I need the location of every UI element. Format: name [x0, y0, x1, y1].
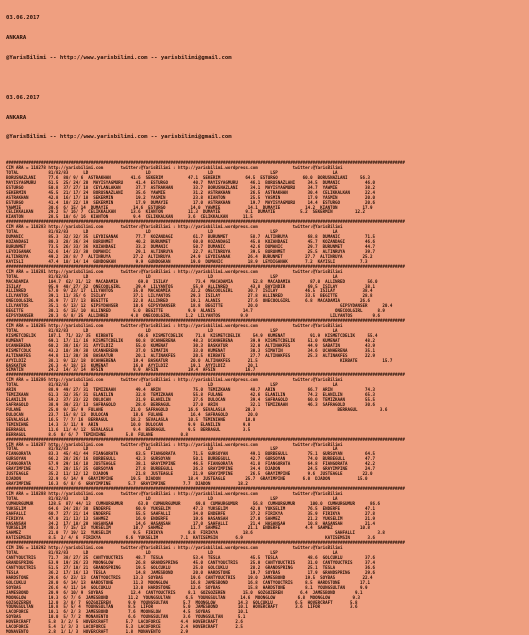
- table-row: CUMHURGUMUR 128.5 87/ 44/ 13 CUMHURGUMUR 63.0 CUMHURGUMUR 69.8 CUMHURGUMUR 56.8 CUMHURGUMUR 100.0 CUMHURGUMUR 86.6: [6, 500, 380, 506]
- table-row: LEYDIGANAK 62.6 14/ 23/ 30 DUMANIC 29.1 ALTINRUYA 22.7 ALTINRUYA 39.5 BURUNMET 25.5 ALTINRUYA 39.7: [6, 248, 375, 254]
- table-row: MONAVENTO 2.8 1/ 1/ 3 HOVERCRAFT 1.8 MONAVENTO 2.9: [6, 629, 188, 635]
- table-row: TEMINIHNE 14.3 3/ 11/ 9 ARIN 10.0 DULOCAN 9.9 ELANILIN 9.0: [6, 421, 251, 427]
- table-row: BORUSNAZLANI 77.6 80/ 9/ 6 ASTRAKHAN 41.6 SEKERIM 47.1 SEKERIM 64.5 ESTURGO 60.0 BORUSNAZLANI 56.3: [6, 174, 370, 180]
- table-row: KIANTON 28.5 10/ 6/ 16 KIANTON 9.4 CELIKKALKAN 3.6 CELIKKALKAN 11.5: [6, 214, 253, 220]
- table-row: MOONGLOW 19.3 6/ 7/ 6 JAMESBOND 11.2 YOUNGSULTAN 6.5 YOUNGSULTAN 14.6 MOONGLOW 6.8 MOONGLOW 9.3: [6, 594, 360, 600]
- separator-line: ################################################################################################################################################################: [6, 540, 405, 546]
- table-row: ESTURGO 41.4 10/ 22/ 19 SEKERMIN 17.9 DUMAYIE 17.0 ASTRAKHAN 19.7 MAYISYAGMURU 14.4 ESTURGO 20.6: [6, 199, 375, 205]
- table-row: CANTYOUCTRIS 51.5 27/ 10/ 21 GRANDSPRING 19.5 GOLCUKLU 25.0 GOLCUKLU 28.2 GRANDSPRING 25.1 TESLA 36.6: [6, 564, 375, 570]
- race-stats-table: [6, 161, 529, 635]
- table-row: YUKSELIM 64.6 24/ 28/ 30 ENDERFE 60.9 YUKSELIM 47.3 YUKSELIM 42.0 YUKSELIM 76.5 ENDERFE 47.1: [6, 505, 375, 511]
- table-row: GIPSYDANSER 20.3 6/ 8/ 25 ALLINRED 4.8 ONECOOLGIRL 1.2 LILYANTOS 9.9 LILYANTOS 9.6: [6, 313, 380, 319]
- table-row: ONECOOLGIRL 36.9 7/ 17/ 13 BEGITTE 22.8 ALLINRED 19.1 ALANIS 27.6 ONECOOLGIRL 6.8 MACADAMIA 26.6: [6, 298, 370, 304]
- table-row: SAHMEZ 21.0 7/ 19/ 12 YUKSELIM 9.5 FIRIKYA 8.8 FIRIKYA 18.6 SAHFALLI 3.8: [6, 530, 385, 536]
- table-row: ALLINRED 57.0 9/ 23/ 17 LILYANTOS 35.0 MACADAMIA 32.2 ONECOOLGIRL 30.7 ISILAY 46.5 ISILAY 38.4: [6, 288, 373, 294]
- table-row: KAYISLI 47.4 10/ 14/ 14 GUNDOGKAN 9.9 GUNDOGKAN 19.0 DUMANIC 18.9 LEYDIGANAK 7.2 KAYISLI 7.3: [6, 258, 368, 264]
- table-row: CELIKKALKAN 29.2 5/ 16/ 7 CELIKKALKAN 13.6 KIANTON 11.3 DUMAYIE 9.1 DUMAYIE 5.2 SEKERMIN 12.2: [6, 209, 365, 215]
- table-row: KATISEMSIN 8.5 2/ 4/ 6 FIRIKYA 6.6 YUKSELIM 7.1 KATISEMSIN 6.9 KATISEMSIN 3.6: [6, 535, 375, 541]
- header-date: 03.06.2017: [6, 94, 40, 101]
- table-row: BERRAGUL 11.6 11/ 4/ 12 SEVALASLA 9.4 BERRAGUL 9.5 BERRAGUL 3.5: [6, 426, 251, 432]
- table-row: LACOFORCE 10.1 6/ 2/ 3 JAMESBOND 7.6 MOONGLOW 4.5 SOYBAS 10.1: [6, 609, 248, 615]
- table-row: BEGITTE 30.1 6/ 15/ 10 ALLINRED 5.0 BEGITTE 9.9 ALANIS 14.7 ONECOOLGIRL 8.9: [6, 308, 385, 314]
- table-row: KOZANDAGI 80.3 28/ 36/ 34 BURUNMET 40.2 BURUNMET 60.0 KOZANDAGI 45.8 KOZANDAGI 45.7 KOZANDAGI 46.6: [6, 239, 375, 245]
- table-row: BERRAGUL 8.6 0/ 6/ 7 TEMINIHNE 5.8 FULANE 0.8: [6, 431, 188, 437]
- race-header-line: CIM ARA = 110288 http://yarisbilimi.com twitter:@YarisBilimi : http://yarisbilimi.wordpress.com twitter:@YarisBilimi: [6, 490, 343, 496]
- table-row: FULANE 25.0 9/ 15/ 9 FULANE 21.0 SAFRAGOLD 16.6 SEVALASLA 20.3 BERRAGUL 3.6: [6, 406, 388, 412]
- table-row: MAYISYAGMURU 61.5 25/ 24/ 20 MAYISYAGMURU 41.4 ESTURGO 40.7 MAYISYAGMURU 46.1 BORUSNAZLANI 34.5 DUMANIC 46.0: [6, 179, 375, 185]
- table-row: SOYBAS 10.0 5/ 7/ 2 MONAVENTO 6.6 YOUNGSULTAN 3.6 YOUNGSULTAN 5.1: [6, 614, 246, 620]
- table-row: HASANSAH 34.2 17/ 10/ 20 HASANSAH 14.6 HASANSAH 17.0 SAHFALLI 21.4 HASANSAH 10.8 HASANSAH 21.4: [6, 520, 375, 526]
- table-row: LILYANTOS 39.1 11/ 35/ 6 ISILAY 37.1 LILYANTOS 29.3 ISILAY 27.8 ALLINRED 33.5 BEGITTE 28.8: [6, 293, 373, 299]
- table-row: GRAYIMPINE 16.3 6/ 8/ 6 GRAYIMPINE 5.7 GRAYIMPINE 7.7 DJADON 18.2: [6, 481, 248, 486]
- race-header-line: CIM ARA = 110281 http://yarisbilimi.com twitter:@YarisBilimi : http://yarisbilimi.wordpress.com twitter:@YarisBilimi: [6, 268, 343, 274]
- column-header-line: TOTAL 81/82/83 LD LD LD LSP LA: [6, 169, 338, 175]
- table-row: HARDSTONE 29.6 6/ 23/ 13 CANTYOUCTRIS 13.3 SOYBAS 19.6 CANTYOUCTRIS 19.0 JAMESBOND 19.5 SOYBAS 22.4: [6, 574, 373, 580]
- header-city: ANKARA: [6, 114, 27, 121]
- header-block-1: [6, 2, 529, 75]
- table-row: GOLCUKLU 28.0 6/ 14/ 13 HARDSTONE 11.3 MOONGLOW 16.8 JAMESBOND 16.8 CANTYOUCTRIS 8.5 HARDSTONE 17.1: [6, 579, 370, 585]
- race-header-line: CIM ARA = 110287 http://yarisbilimi.com twitter:@YarisBilimi : http://yarisbilimi.wordpress.com twitter:@YarisBilimi: [6, 441, 343, 447]
- table-row: GRAYIMPINE 41.7 20/ 15/ 25 GURSOYAN 27.8 BURBEGULL 26.3 GRAYIMPINE 34.4 DJADON 24.5 GRAYIMPINE 24.7: [6, 466, 375, 472]
- table-row: SEKERMIN 45.5 21/ 17/ 24 BORUSNAZLANI 35.6 YAWMIE 31.2 ASTRAKHAN 26.5 ASTRAKHAN 30.4 CELIKKALKAN 22.4: [6, 189, 375, 195]
- table-row: YOUNGSULTAN 10.8 5/ 5/ 4 YOUNGSULTAN 8.5 LIFOR 5.0 JAMESBOND 10.1 HOVERCRAFT 3.6 LIFOR 3.6: [6, 604, 358, 610]
- table-row: TEMIZKAAN 61.3 32/ 35/ 31 ELANILIN 32.8 TEMIZKAAN 55.8 FULANE 42.6 ELANILIN 74.2 ELANILIN 65.3: [6, 392, 375, 398]
- header-date: 03.06.2017: [6, 15, 40, 22]
- table-row: ASTRAKHAN 42.8 16/ 17/ 18 SEKERMIN 19.2 YASMIN 23.8 KIANTON 25.5 YASMIN 17.9 YASMIN 20.0: [6, 194, 375, 200]
- table-row: KISMETCDELIK 107.1 71/ 32/ 35 KIRBATE 66.6 KISMETCDELIK 71.8 KISMETCDELIK 54.9 KUMENAT 91.9 KISMETCDELIK 55.4: [6, 332, 378, 338]
- table-row: UCANHERENA 60.2 38/ 16/ 31 AYYILDIZ 55.0 KUMENAT 30.3 BASKATUR 32.0 ALTINAKFES 44.9 SABATIN 43.9: [6, 342, 375, 348]
- table-row: SAFRAGOLD 38.9 30/ 23/ 13 SAFRAGOLD 28.6 BERRAGUL 27.0 ARIN 32.1 TEMIZKAAN 46.3 SAFRAGOLD 30.6: [6, 402, 375, 407]
- table-row: ALTINAKFES 44.8 11/ 30/ 36 BASKATUR 20.1 ALTINAKFES 20.5 KIRBATE 27.7 ALTINAKFES 25.3 ALTINAKFES 22.9: [6, 352, 375, 358]
- column-header-line: TOTAL 81/82/83 LD LD LD LSP LA: [6, 327, 338, 333]
- table-row: GOZGOZEREN 12.0 3/ 8/ 7 GOZGOZEREN 9.9 YOUNGSULTAN 5.7 MOONGLOW 14.3 GOLCUKLU 6.5 HOVERCRAFT 5.8: [6, 599, 358, 605]
- table-row: ELANILIN 59.2 37/ 23/ 22 DULOCAN 31.9 ELANILIN 27.6 DULOCAN 39.4 SAFRAGOLD 60.0 TEMIZKAAN 55.5: [6, 397, 375, 403]
- header-city: ANKARA: [6, 34, 27, 41]
- table-row: ISILAY 95.9 40/ 27/ 32 ONECOOLGIRL 39.4 LILYANTOS 55.9 ALLINRED 43.8 BAYINDIR 69.5 ISILAY 38.1: [6, 283, 375, 289]
- table-row: HOVERCRAFT 5.8 3/ 2/ 5 HOVERCRAFT 5.7 LACOFORCE 4.4 HOVERCRAFT 2.6: [6, 619, 243, 625]
- table-row: DJADON 32.9 6/ 14/ 9 GRAYIMPINE 19.5 DJADON 18.4 JUSTEAGLE 25.7 GRAYIMPINE 6.0 DJADON 15.0: [6, 476, 368, 482]
- header-contact: @YarisBilimi -- http://www.yarisbilimi.com -- yarisbilimi@gmail.com: [6, 134, 232, 141]
- separator-line: ################################################################################################################################################################: [6, 219, 405, 225]
- separator-line: ################################################################################################################################################################: [6, 160, 405, 166]
- race-header-line: CIM ARA = 110283 http://yarisbilimi.com twitter:@YarisBilimi : http://yarisbilimi.wordpress.com twitter:@YarisBilimi: [6, 224, 343, 230]
- table-row: GURSOYAN 66.2 28/ 26/ 16 BURBEGULL 42.3 GURSOYAN 50.1 BURBEGULL 42.7 GURSOYAN 74.0 BURBEGULL 47.7: [6, 456, 375, 462]
- table-row: KUMENAT 69.1 17/ 11/ 16 KISMETCDELIK 60.8 UCANHERENA 48.3 UCANHERENA 39.9 KISMETCDELIK 51.0 KUMENAT 48.2: [6, 337, 375, 343]
- table-row: ARIN 88.9 49/ 27/ 31 TEMIZKAAN 49.4 ARIN 75.0 TEMIZKAAN 48.7 ARIN 66.7 ARIN 74.3: [6, 387, 375, 393]
- table-row: GRANDSPRING 53.9 19/ 26/ 23 MOONGLOW 26.8 GRANDSPRING 45.0 CANTYOUCTRIS 25.0 CANTYOUCTRIS 31.0 CANTYOUCTRIS 37.4: [6, 560, 375, 565]
- header-gap: [6, 75, 529, 82]
- column-header-line: TOTAL 81/82/83 LD LD LD LSP LA: [6, 229, 338, 235]
- table-row: TESLA 36.2 17/ 16/ 13 TESLA 14.8 JAMESBOND 20.0 HARDSTONE 19.7 SOYBAS 17.9 GRANDSPRING 29.6: [6, 569, 375, 575]
- separator-line: ################################################################################################################################################################: [6, 263, 405, 269]
- column-header-line: TOTAL 81/82/83 LD LD LD LSP LA: [6, 382, 338, 388]
- table-row: CANTYOUCTRIS 71.7 38/ 27/ 25 CANTYOUCTRIS 48.7 TESLA 53.4 TESLA 45.5 TESLA 48.6 GOLCUKLU 37.6: [6, 555, 375, 561]
- table-row: SOYBAS 26.6 4/ 11/ 14 GOLCUKLU 13.0 HARDSTONE 12.6 SOYBAS 15.8 HARDSTONE 8.1 YOUNGSULTAN 9.9: [6, 584, 368, 590]
- header-contact: @YarisBilimi -- http://www.yarisbilimi.com -- yarisbilimi@gmail.com: [6, 54, 232, 61]
- table-row: AYYILDIZ 38.1 9/ 12/ 18 UCANHERENA 19.4 BASKATUR 20.0 ALTINAKFES 21.5 KIRBATE 15.7: [6, 357, 393, 363]
- race-header-line: CIM ING = 110292 http://yarisbilimi.com twitter:@YarisBilimi : http://yarisbilimi.wordpress.com twitter:@YarisBilimi: [6, 545, 343, 551]
- table-row: BURUNMET 73.5 26/ 33/ 36 KOZANDAGI 33.2 DUMANIC 50.7 DUMANIC 42.6 DUMANIC 29.7 BURUNMET 44.7: [6, 244, 375, 249]
- table-row: JAMESBOND 20.9 6/ 10/ 9 SOYBAS 12.4 CANTYOUCTRIS 8.1 GOZGOZEREN 15.0 GOZGOZEREN 6.4 JAMESBOND 9.1: [6, 589, 363, 595]
- table-row: ESTURGO 50.8 37/ 27/ 18 CEYLANLAKAN 37.7 ASTRAKHAN 33.7 BORUSNAZLANI 34.1 MAYISYAGMURU 34.7 YAWMIE 38.2: [6, 184, 375, 190]
- table-row: DULOCAN 23.7 15/ 8/ 13 DULOCAN 18.6 FULANE 16.4 SAFRAGOLD 20.0: [6, 411, 258, 417]
- header-block-2: [6, 82, 529, 155]
- column-header-line: TOTAL 81/82/83 LD LD LD LSP LA: [6, 550, 338, 556]
- table-row: YAWMIE 30.6 6/ 15/ 14 DUMAYIE 14.6 ESTURGO 14.0 YAWMIE 14.1 DUMAYIE 14.2 KIANTON 17.9: [6, 204, 373, 210]
- table-row: LACOFORCE 5.4 1/ 3/ 3 LACOFORCE 5.3 LACOFORCE 2.4 HOVERCRAFT 2.5: [6, 624, 243, 630]
- table-row: SEVALASLA 16.5 7/ 7/ 16 BERRAGUL 18.2 SEVALASLA 10.5 TEMINIHNE 10.0: [6, 416, 256, 422]
- table-row: FIANGORATA 57.9 29/ 16/ 18 JUSTEAGLE 38.1 GRAYIMPINE 46.5 FIANGORATA 41.8 FIANGORATA 64.8 FIANGORATA 42.2: [6, 461, 375, 467]
- separator-line: ################################################################################################################################################################: [6, 318, 405, 324]
- table-row: SIMATIN 24.2 14/ 3/ 14 AFSIN 9.9 AFSIN 19.4 AFSIN 16.7: [6, 367, 256, 373]
- table-row: YUKSELIM 30.3 7/ 15/ 13 YUKSELIM 10.7 SAHMEZ 11.7 SAHMEZ 21.1 ENDERFE 4.4 SAHMEZ 10.8: [6, 525, 370, 531]
- column-header-line: TOTAL 81/82/83 LD LD LD LSP LA: [6, 273, 338, 279]
- table-row: ALTINRUYA 49.2 28/ 8/ 7 ALTINRUYA 27.2 ALTINRUYA 24.9 LEYDIGANAK 26.4 BURUNMET 27.7 ALTINRUYA 25.2: [6, 253, 373, 259]
- table-row: BASKATUR 26.3 4/ 18/ 13 KUMENAT 16.0 AYYILDIZ 19.1 AYYILDIZ 20.1: [6, 362, 258, 368]
- table-row: DUMANIC 85.3 32/ 32/ 35 LEYDIGANAK 77.7 KOZANDAGI 61.7 BURUNMET 58.7 ALTINRUYA 68.8 DUMANIC 71.5: [6, 234, 375, 240]
- race-header-line: CIM ARA = 110286 http://yarisbilimi.com twitter:@YarisBilimi : http://yarisbilimi.wordpress.com twitter:@YarisBilimi: [6, 377, 343, 383]
- table-row: LILYANTOS 35.1 6/ 13/ 12 GIPSYDANSER 10.6 GIPSYDANSER 18.8 BEGITTE 20.0 GIPSYDANSER 20.4: [6, 303, 393, 309]
- separator-line: ################################################################################################################################################################: [6, 436, 405, 442]
- table-row: FIANGORATA 83.3 45/ 41/ 44 FIANGORATA 63.5 FIANGORATA 71.5 GURSOYAN 49.1 BURBEGULL 75.1 GURSOYAN 64.5: [6, 451, 375, 457]
- table-row: KISMETCDLK 43.2 10/ 39/ 38 UCANHERENA 37.0 SIMATIN 33.0 KUMENAT 30.3 SIMATIN 34.6 UCANHERENA 35.1: [6, 347, 375, 353]
- race-header-line: CIM ARA = 110285 http://yarisbilimi.com twitter:@YarisBilimi : http://yarisbilimi.wordpress.com twitter:@YarisBilimi: [6, 323, 343, 328]
- separator-line: ################################################################################################################################################################: [6, 485, 405, 491]
- column-header-line: TOTAL 81/82/83 LD LD LD LSP LA: [6, 446, 338, 452]
- table-row: MACADAMIA 104.7 62/ 31/ 12 MACADAMIA 69.0 ISILAY 73.4 MACADAMIA 52.8 MACADAMIA 87.0 ALLINRED 56.0: [6, 278, 378, 284]
- table-row: FIRIKYA 47.0 21/ 13/ 13 SAHMEZ 16.9 ENDERFE 19.6 HASANSAH 27.0 SAHMEZ 21.2 YUKSELIM 21.9: [6, 515, 375, 521]
- separator-line: ################################################################################################################################################################: [6, 372, 405, 378]
- table-row: JUSTEAGLE 35.2 11/ 12/ 12 DJADON 21.8 JUSTEAGLE 21.9 GRAYIMPINE 26.5 GRAYIMPINE 9.6 JUSTEAGLE 22.0: [6, 471, 373, 477]
- race-header-line: CIM ARA = 110278 http://yarisbilimi.com twitter:@YarisBilimi : http://yarisbilimi.wordpress.com twitter:@YarisBilimi: [6, 165, 343, 170]
- column-header-line: TOTAL 81/82/83 LD LD LD LSP LA: [6, 495, 338, 501]
- table-row: SAHFALLI 60.7 27/ 21/ 14 ENDERFE 55.5 SAHFALLI 34.0 ENDERFE 37.2 FIRIKYA 35.9 FIRIKYA 27.8: [6, 510, 375, 516]
